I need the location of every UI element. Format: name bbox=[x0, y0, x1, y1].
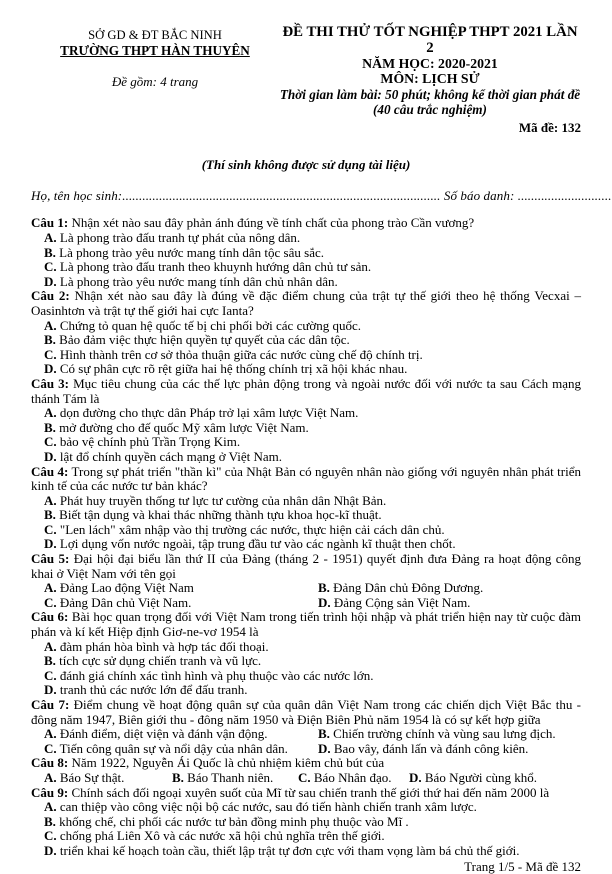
option-c: C. Đảng Dân chủ Việt Nam. bbox=[44, 594, 192, 610]
option-a: A. dọn đường cho thực dân Pháp trở lại xâm lược Việt Nam. bbox=[44, 405, 359, 421]
question-text: Câu 1: Nhận xét nào sau đây phản ánh đúng về tính chất của phong trào Cần vương? bbox=[31, 215, 475, 231]
student-name-label: Họ, tên học sinh: bbox=[31, 187, 123, 203]
exam-notice: (Thí sinh không được sử dụng tài liệu) bbox=[201, 157, 411, 173]
option-b: B. mở đường cho đế quốc Mỹ xâm lược Việt Nam. bbox=[44, 419, 309, 435]
question-text: Câu 6: Bài học quan trọng đối với Việt Nam trong tiến trình hội nhập và phát triển hiện nay từ cuộc đàm phán và kí kết Hiệp định Giơ-ne-vơ 1954 là bbox=[31, 609, 581, 640]
option-a: A. Chứng tỏ quan hệ quốc tế bị chi phối bởi các cường quốc. bbox=[44, 317, 362, 333]
question-label: Câu 4: bbox=[31, 463, 69, 479]
question-label: Câu 5: bbox=[31, 551, 70, 567]
option-b: B. khống chế, chi phối các nước tư bản đồng minh phụ thuộc vào Mĩ . bbox=[44, 813, 409, 829]
options bbox=[31, 640, 581, 698]
department-name: SỞ GD & ĐT BẮC NINH bbox=[88, 28, 222, 42]
option-c: C. "Len lách" xâm nhập vào thị trường các nước, thực hiện cải cách dân chủ. bbox=[44, 521, 445, 537]
option-b: B. Báo Thanh niên. bbox=[172, 769, 274, 785]
question-text: Câu 4: Trong sự phát triển "thần kì" của Nhật Bản có nguyên nhân nào giống với nguyên nhân phát triển kinh tế của các nước tư bản khác? bbox=[31, 463, 581, 494]
option-d: D. lật đổ chính quyền cách mạng ở Việt Nam. bbox=[44, 448, 282, 464]
option-a: A. Phát huy truyền thống tư lực tư cường của nhân dân Nhật Bản. bbox=[44, 492, 387, 508]
question-2 bbox=[31, 289, 581, 377]
option-d: D. Có sự phân cực rõ rệt giữa hai hệ thống chính trị xã hội khác nhau. bbox=[44, 361, 408, 377]
question-7 bbox=[31, 698, 581, 756]
question-label: Câu 9: bbox=[31, 784, 69, 800]
question-text: Câu 7: Điểm chung về hoạt động quân sự của quân dân Việt Nam trong các chiến dịch Việt Bắc thu - đông năm 1947, Biên giới thu - đông năm 1950 và Điện Biên Phủ năm 1954 là có sự kết hợp giữa bbox=[31, 697, 581, 727]
question-text: Câu 8: Năm 1922, Nguyễn Ái Quốc là chủ nhiệm kiêm chủ bút của bbox=[31, 755, 385, 771]
option-a: A. Là phong trào đấu tranh tự phát của nông dân. bbox=[44, 230, 301, 245]
exam-code: Mã đề: 132 bbox=[518, 119, 581, 135]
option-c: C. Là phong trào đấu tranh theo khuynh hướng dân chủ tư sản. bbox=[44, 259, 372, 275]
question-4 bbox=[31, 465, 581, 553]
duration-note: Thời gian làm bài: 50 phút; không kể thời gian phát đề bbox=[279, 86, 581, 102]
issuer-block bbox=[31, 24, 279, 118]
option-a: A. đàm phán hòa bình và hợp tác đối thoại. bbox=[44, 638, 269, 654]
student-info-line bbox=[31, 187, 612, 204]
option-c: C. Hình thành trên cơ sở thỏa thuận giữa các nước cùng chế độ chính trị. bbox=[44, 346, 423, 362]
options bbox=[31, 771, 581, 786]
options bbox=[31, 581, 581, 610]
options bbox=[31, 406, 581, 464]
option-b: B. Bảo đảm việc thực hiện quyền tự quyết của các dân tộc. bbox=[44, 332, 350, 348]
option-c: C. chống phá Liên Xô và các nước xã hội chủ nghĩa trên thế giới. bbox=[44, 828, 385, 844]
option-b: B. Chiến trường chính và vùng sau lưng địch. bbox=[318, 726, 556, 742]
question-label: Câu 6: bbox=[31, 609, 69, 625]
options bbox=[31, 494, 581, 552]
question-count-note: (40 câu trắc nghiệm) bbox=[373, 102, 487, 118]
options bbox=[31, 319, 581, 377]
question-3 bbox=[31, 377, 581, 465]
option-d: D. Là phong trào yêu nước mang tính dân chủ nhân dân. bbox=[44, 273, 338, 289]
question-text: Câu 2: Nhận xét nào sau đây là đúng về đặc điểm chung của trật tự thế giới theo hệ thống Vecxai – Oasinhtơn và trật tự thế giới hai cực Ianta? bbox=[31, 288, 581, 318]
student-id-blank: ............................ bbox=[517, 187, 612, 203]
option-a: A. can thiệp vào công việc nội bộ các nước, sau đó tiến hành chiến tranh xâm lược. bbox=[44, 799, 477, 815]
option-b: B. Là phong trào yêu nước mang tính dân tộc sâu sắc. bbox=[44, 244, 324, 260]
option-a: A. Đảng Lao động Việt Nam bbox=[44, 580, 194, 596]
question-label: Câu 7: bbox=[31, 697, 70, 712]
question-8 bbox=[31, 756, 581, 785]
option-c: C. đánh giá chính xác tình hình và phụ thuộc vào các nước lớn. bbox=[44, 667, 374, 683]
student-name-blank: ............................................................................................... bbox=[122, 187, 441, 203]
option-c: C. bảo vệ chính phủ Trần Trọng Kim. bbox=[44, 434, 241, 450]
options bbox=[31, 231, 581, 289]
option-d: D. Đảng Cộng sản Việt Nam. bbox=[318, 594, 471, 610]
option-c: C. Báo Nhân đạo. bbox=[298, 769, 392, 785]
question-label: Câu 8: bbox=[31, 755, 69, 771]
option-d: D. triển khai kế hoạch toàn cầu, thiết lập trật tự đơn cực với tham vọng làm bá chủ thế giới. bbox=[44, 842, 520, 858]
school-year: NĂM HỌC: 2020-2021 bbox=[362, 56, 498, 71]
question-text: Câu 9: Chính sách đối ngoại xuyên suốt của Mĩ từ sau chiến tranh thế giới thứ hai đến năm 2000 là bbox=[31, 784, 550, 800]
options bbox=[31, 800, 581, 858]
option-b: B. Biết tận dụng và khai thác những thành tựu khoa học-kĩ thuật. bbox=[44, 507, 382, 523]
question-label: Câu 1: bbox=[31, 215, 69, 231]
question-5 bbox=[31, 552, 581, 610]
option-d: D. tranh thủ các nước lớn để đấu tranh. bbox=[44, 682, 248, 698]
exam-title: ĐỀ THI THỬ TỐT NGHIỆP THPT 2021 LẦN 2 bbox=[282, 24, 578, 56]
exam-title-block bbox=[279, 24, 581, 118]
option-a: A. Đánh điểm, diệt viện và đánh vận động. bbox=[44, 726, 268, 742]
page-footer: Trang 1/5 - Mã đề 132 bbox=[464, 858, 581, 874]
school-name: TRƯỜNG THPT HÀN THUYÊN bbox=[60, 43, 250, 58]
option-b: B. tích cực sử dụng chiến tranh và vũ lực. bbox=[44, 653, 262, 669]
questions-list bbox=[31, 216, 581, 858]
question-6 bbox=[31, 610, 581, 698]
option-d: D. Lợi dụng vốn nước ngoài, tập trung đầu tư vào các ngành kĩ thuật then chốt. bbox=[44, 536, 456, 552]
option-d: D. Bao vây, đánh lấn và đánh công kiên. bbox=[318, 740, 529, 756]
question-text: Câu 5: Đại hội đại biểu lần thứ II của Đảng (tháng 2 - 1951) quyết định đưa Đảng ra hoạt động công khai ở Việt Nam với tên gọi bbox=[31, 551, 581, 581]
pages-note: Đề gồm: 4 trang bbox=[111, 74, 199, 89]
question-label: Câu 2: bbox=[31, 288, 70, 304]
options bbox=[31, 727, 581, 756]
question-1 bbox=[31, 216, 581, 289]
option-b: B. Đảng Dân chủ Đông Dương. bbox=[318, 580, 484, 596]
option-a: A. Báo Sự thật. bbox=[44, 769, 125, 785]
question-label: Câu 3: bbox=[31, 375, 70, 391]
option-c: C. Tiến công quân sự và nổi dậy của nhân dân. bbox=[44, 740, 288, 756]
student-id-label: Số báo danh: bbox=[443, 187, 515, 203]
question-text: Câu 3: Mục tiêu chung của các thế lực phản động trong và ngoài nước đối với nước ta sau Cách mạng thánh Tám là bbox=[31, 375, 581, 406]
exam-header bbox=[31, 24, 581, 118]
question-9 bbox=[31, 786, 581, 859]
subject-name: MÔN: LỊCH SỬ bbox=[380, 71, 480, 87]
option-d: D. Báo Người cùng khổ. bbox=[409, 769, 538, 785]
